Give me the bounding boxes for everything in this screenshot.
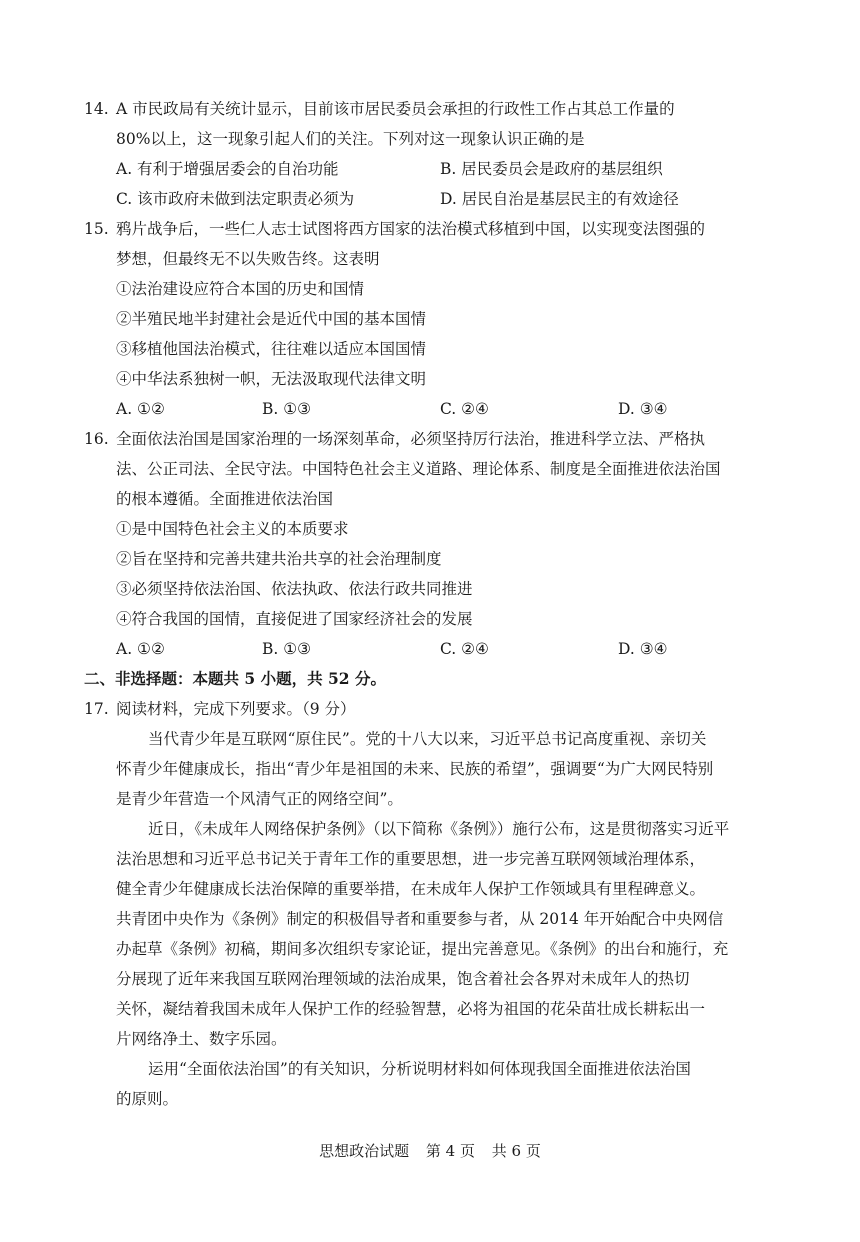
statement-4: ④符合我国的国情，直接促进了国家经济社会的发展: [116, 610, 473, 628]
material-paragraph-line: 怀青少年健康成长，指出“青少年是祖国的未来、民族的希望”，强调要“为广大网民特别: [116, 760, 714, 778]
material-paragraph-line: 共青团中央作为《条例》制定的积极倡导者和重要参与者，从 2014 年开始配合中央网信: [116, 910, 724, 928]
page-footer: [0, 1140, 860, 1161]
option-a: A. ①②: [116, 640, 165, 658]
question-stem-line: 梦想，但最终无不以失败告终。这表明: [116, 250, 380, 268]
statement-3: ③必须坚持依法治国、依法执政、依法行政共同推进: [116, 580, 473, 598]
option-c: C. ②④: [440, 640, 489, 658]
option-c: C. ②④: [440, 400, 489, 418]
material-paragraph-line: 近日，《未成年人网络保护条例》（以下简称《条例》）施行公布，这是贯彻落实习近平: [148, 820, 730, 838]
statement-1: ①是中国特色社会主义的本质要求: [116, 520, 349, 538]
material-paragraph-line: 法治思想和习近平总书记关于青年工作的重要思想，进一步完善互联网领域治理体系，: [116, 850, 706, 868]
question-stem-line: 法、公正司法、全民守法。中国特色社会主义道路、理论体系、制度是全面推进依法治国: [116, 460, 721, 478]
question-number: 16.: [84, 430, 109, 448]
question-stem-line: 80%以上，这一现象引起人们的关注。下列对这一现象认识正确的是: [116, 130, 585, 148]
material-paragraph-line: 是青少年营造一个风清气正的网络空间”。: [116, 790, 403, 808]
statement-2: ②半殖民地半封建社会是近代中国的基本国情: [116, 310, 427, 328]
option-a: A. ①②: [116, 400, 165, 418]
footer-total-pages: 共 6 页: [491, 1142, 541, 1160]
material-paragraph-line: 当代青少年是互联网“原住民”。党的十八大以来，习近平总书记高度重视、亲切关: [148, 730, 707, 748]
option-d: D. ③④: [618, 400, 668, 418]
material-paragraph-line: 关怀，凝结着我国未成年人保护工作的经验智慧，必将为祖国的花朵苗壮成长耕耘出一: [116, 1000, 706, 1018]
material-paragraph-line: 办起草《条例》初稿，期间多次组织专家论证，提出完善意见。《条例》的出台和施行，充: [116, 940, 729, 958]
statement-1: ①法治建设应符合本国的历史和国情: [116, 280, 365, 298]
option-b: B. 居民委员会是政府的基层组织: [440, 160, 663, 178]
question-number: 14.: [84, 100, 109, 118]
statement-2: ②旨在坚持和完善共建共治共享的社会治理制度: [116, 550, 442, 568]
option-d: D. ③④: [618, 640, 668, 658]
section-heading: 二、非选择题：本题共 5 小题，共 52 分。: [84, 669, 386, 688]
option-c: C. 该市政府未做到法定职责必须为: [116, 190, 355, 208]
material-paragraph-line: 分展现了近年来我国互联网治理领域的法治成果，饱含着社会各界对未成年人的热切: [116, 970, 690, 988]
question-stem-line: 鸦片战争后，一些仁人志士试图将西方国家的法治模式移植到中国，以实现变法图强的: [116, 220, 706, 238]
statement-4: ④中华法系独树一帜，无法汲取现代法律文明: [116, 370, 427, 388]
option-b: B. ①③: [262, 640, 312, 658]
question-number: 17.: [84, 700, 109, 718]
question-intro: 阅读材料，完成下列要求。（9 分）: [116, 700, 356, 718]
question-number: 15.: [84, 220, 109, 238]
material-paragraph-line: 健全青少年健康成长法治保障的重要举措，在未成年人保护工作领域具有里程碑意义。: [116, 880, 706, 898]
option-d: D. 居民自治是基层民主的有效途径: [440, 190, 679, 208]
task-prompt-line: 运用“全面依法治国”的有关知识，分析说明材料如何体现我国全面推进依法治国: [148, 1060, 691, 1078]
question-stem-line: 全面依法治国是国家治理的一场深刻革命，必须坚持厉行法治，推进科学立法、严格执: [116, 430, 706, 448]
option-b: B. ①③: [262, 400, 312, 418]
task-prompt-line: 的原则。: [116, 1090, 179, 1108]
material-paragraph-line: 片网络净土、数字乐园。: [116, 1030, 287, 1048]
statement-3: ③移植他国法治模式，往往难以适应本国国情: [116, 340, 427, 358]
footer-subject: 思想政治试题: [319, 1142, 410, 1160]
option-a: A. 有利于增强居委会的自治功能: [116, 160, 339, 178]
question-stem-line: A 市民政局有关统计显示，目前该市居民委员会承担的行政性工作占其总工作量的: [116, 100, 675, 118]
question-stem-line: 的根本遵循。全面推进依法治国: [116, 490, 334, 508]
footer-page-number: 第 4 页: [425, 1142, 475, 1160]
